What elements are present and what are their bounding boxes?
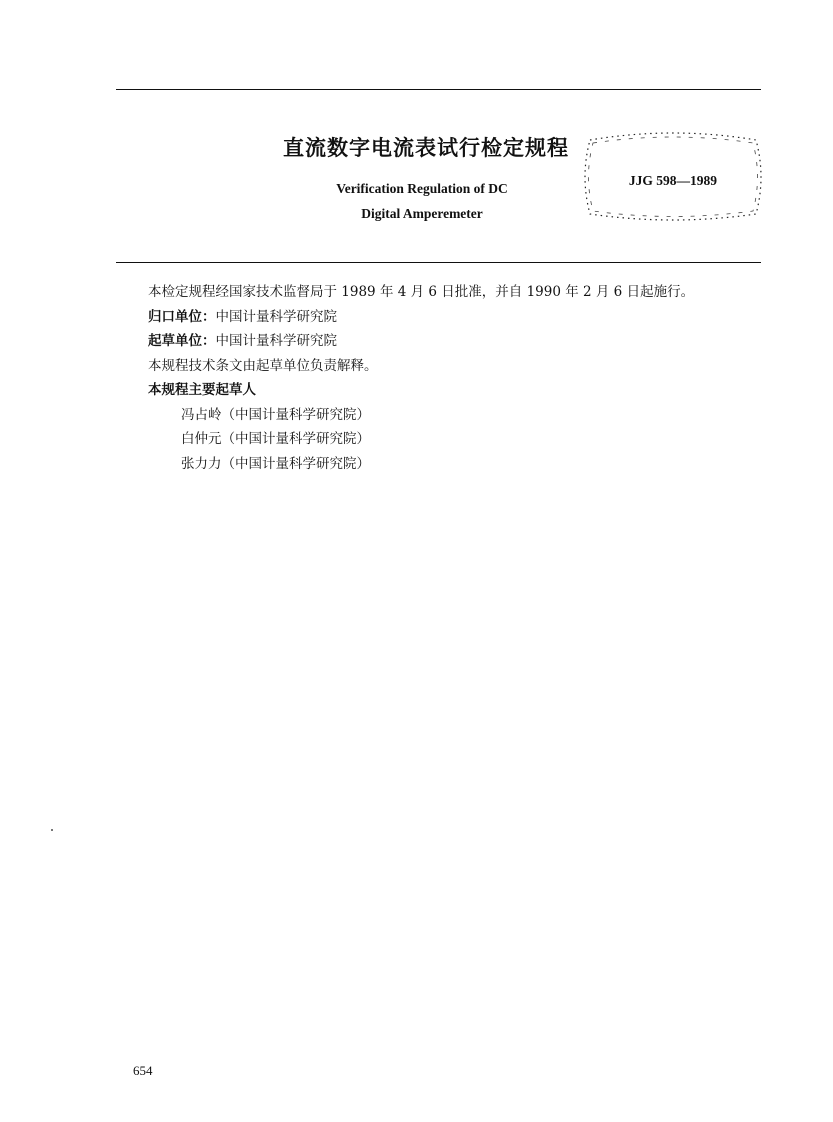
- section-divider: [116, 262, 761, 263]
- approval-statement: 本检定规程经国家技术监督局于 1989 年 4 月 6 日批准，并自 1990 年 2 月 6 日起施行。: [148, 284, 695, 300]
- document-title-en-line2: Digital Amperemeter: [361, 206, 483, 221]
- document-title-cn: 直流数字电流表试行检定规程: [283, 136, 569, 160]
- responsible-unit-line: [148, 305, 694, 330]
- approval-info-block: [148, 280, 694, 476]
- page-number: 654: [133, 1063, 153, 1078]
- drafter-item: 白仲元（中国计量科学研究院）: [181, 431, 370, 447]
- drafter-item: 张力力（中国计量科学研究院）: [181, 455, 370, 472]
- interpretation-statement: 本规程技术条文由起草单位负责解释。: [148, 357, 378, 374]
- drafting-unit-label: 起草单位：: [148, 333, 216, 349]
- drafting-unit-value: 中国计量科学研究院: [215, 333, 337, 349]
- drafters-heading: 本规程主要起草人: [148, 382, 256, 398]
- top-rule: [116, 89, 761, 90]
- document-title-en-line1: Verification Regulation of DC: [336, 181, 508, 196]
- scan-speck: [51, 829, 53, 831]
- responsible-unit-label: 归口单位：: [148, 308, 216, 325]
- responsible-unit-value: 中国计量科学研究院: [215, 308, 337, 325]
- drafter-item: 冯占岭（中国计量科学研究院）: [181, 406, 370, 423]
- drafting-unit-line: [148, 329, 694, 354]
- standard-code: JJG 598—1989: [628, 173, 718, 188]
